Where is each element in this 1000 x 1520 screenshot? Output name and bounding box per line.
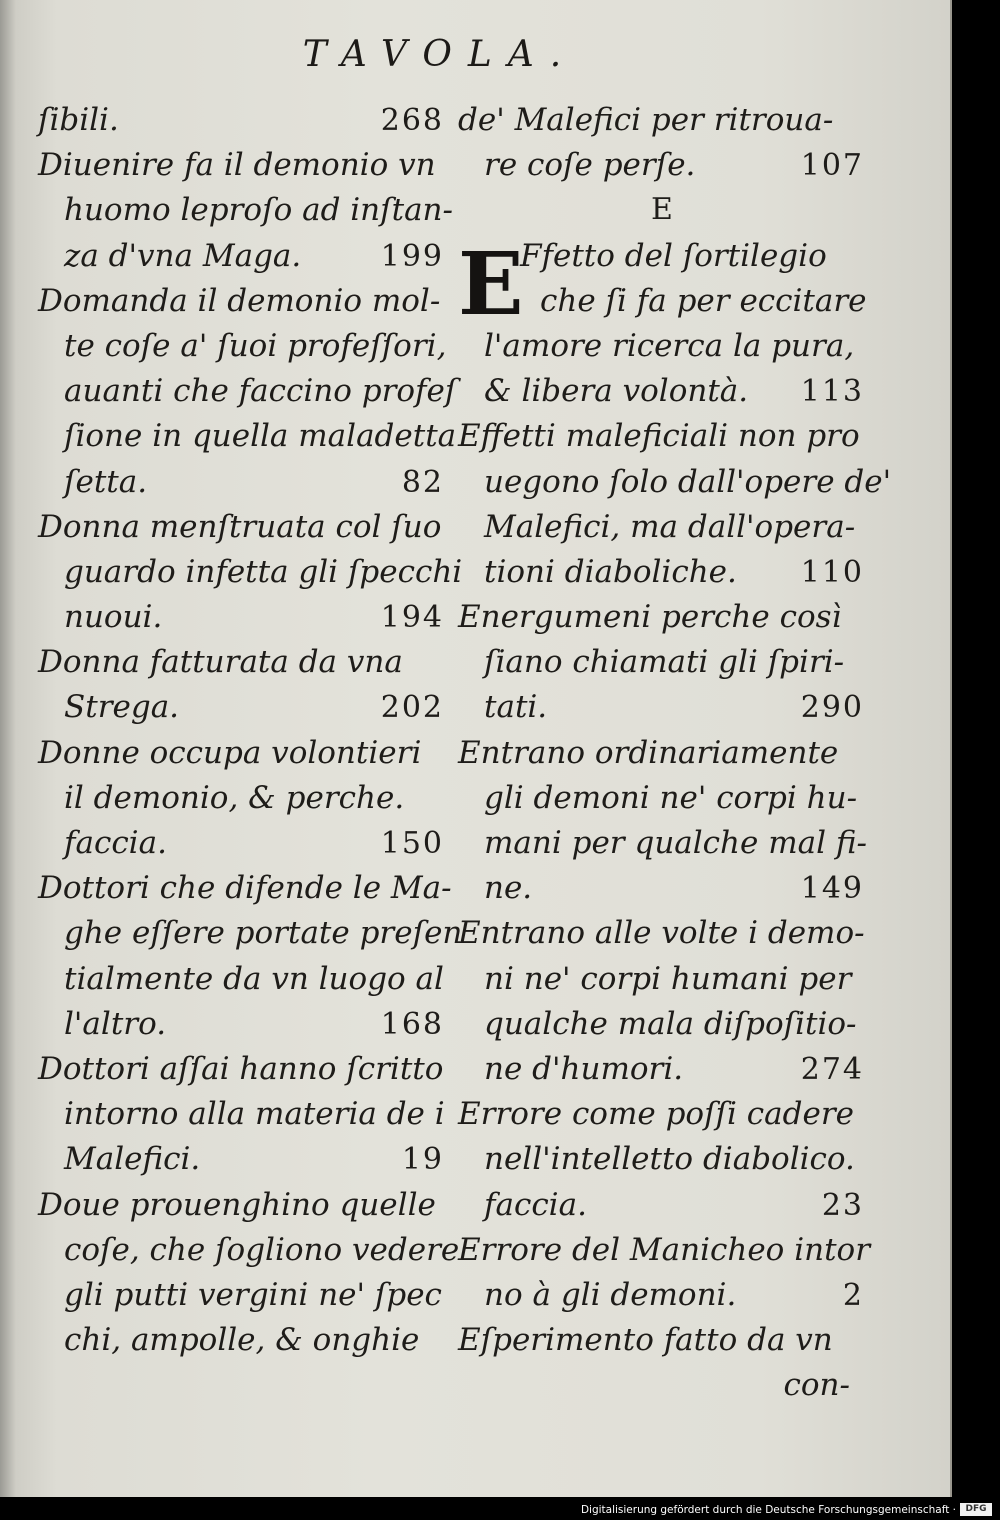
index-column-left xyxy=(38,102,463,1367)
entry-text: coſe, che ſogliono vedere xyxy=(64,1231,460,1268)
entry-text: Doue prouenghino quelle xyxy=(38,1186,436,1223)
entry-line xyxy=(458,1141,866,1186)
page-gutter-shadow xyxy=(0,0,16,1497)
catchword: con- xyxy=(783,1367,850,1404)
index-entry xyxy=(458,418,892,599)
entry-line xyxy=(38,689,446,734)
entry-text: Eſperimento fatto da vn xyxy=(458,1322,833,1359)
index-entry-continued xyxy=(38,102,446,147)
drop-cap-initial: E xyxy=(458,233,524,335)
entry-text: Entrano alle volte i demo- xyxy=(458,915,865,952)
entry-line xyxy=(458,328,866,373)
entry-text: Donna fatturata da vna xyxy=(38,644,403,681)
page-reference: 290 xyxy=(800,690,864,726)
entry-text: Diuenire fa il demonio vn xyxy=(38,147,436,184)
entry-line xyxy=(38,1096,446,1141)
entry-line xyxy=(458,1051,866,1096)
entry-text: l'altro. xyxy=(64,1005,167,1042)
page-reference: 23 xyxy=(821,1187,864,1223)
entry-text: za d'vna Maga. xyxy=(64,237,302,274)
entry-line xyxy=(458,961,866,1006)
entry-text: l'amore ricerca la pura, xyxy=(484,327,855,364)
entry-text: ſione in quella maladetta xyxy=(64,418,457,455)
entry-text: de' Malefici per ritroua- xyxy=(458,102,834,138)
entry-line xyxy=(458,1322,866,1367)
section-letter: E xyxy=(651,192,673,228)
entry-line xyxy=(38,553,463,599)
entry-line xyxy=(38,870,452,915)
page-reference: 149 xyxy=(800,871,864,907)
entry-text: huomo leproſo ad inſtan- xyxy=(64,192,453,229)
dfg-logo: DFG xyxy=(960,1503,992,1516)
page-reference: 268 xyxy=(380,103,444,138)
page-reference: 107 xyxy=(800,148,864,184)
page-reference: 110 xyxy=(800,554,864,590)
index-entry xyxy=(458,915,866,1096)
running-head: TAVOLA. xyxy=(302,34,578,75)
entry-line xyxy=(458,1096,866,1141)
entry-line xyxy=(458,1187,866,1232)
index-entry xyxy=(38,1186,460,1368)
index-entry xyxy=(458,1096,866,1232)
page-reference: 113 xyxy=(800,374,864,410)
page-reference: 150 xyxy=(380,826,444,861)
entry-line xyxy=(458,1231,871,1277)
entry-text: Errore come poſſi cadere xyxy=(458,1096,854,1133)
entry-text: ſibili. xyxy=(38,102,119,138)
entry-text: ni ne' corpi humani per xyxy=(484,960,852,997)
entry-line xyxy=(458,373,866,418)
entry-line xyxy=(38,1051,446,1096)
index-entry-with-dropcap xyxy=(458,233,867,419)
entry-line xyxy=(38,1006,446,1051)
entry-text: ſiano chiamati gli ſpiri- xyxy=(484,644,845,681)
entry-line xyxy=(38,1187,446,1232)
entry-text: Entrano ordinariamente xyxy=(458,734,839,771)
entry-line xyxy=(38,599,446,644)
entry-text: Dottori aſſai hanno ſcritto xyxy=(38,1050,444,1087)
page-reference: 82 xyxy=(401,464,444,500)
entry-text: te coſe a' ſuoi profeſſori, xyxy=(64,327,447,364)
digitization-footer xyxy=(0,1497,1000,1520)
entry-text: ne d'humori. xyxy=(484,1050,684,1087)
entry-line xyxy=(38,509,446,554)
entry-line xyxy=(458,780,866,825)
page-reference: 168 xyxy=(380,1006,444,1042)
entry-text: Dottori che difende le Ma- xyxy=(38,870,452,907)
entry-text: gli putti vergini ne' ſpec xyxy=(64,1276,442,1313)
page-reference: 194 xyxy=(380,600,444,636)
entry-text: re coſe perſe. xyxy=(484,147,696,184)
entry-line xyxy=(458,644,866,689)
entry-line xyxy=(458,509,866,554)
entry-line xyxy=(38,915,463,960)
index-entry xyxy=(458,599,866,735)
entry-text: Malefici, ma dall'opera- xyxy=(484,508,856,545)
entry-text: Donna menſtruata col ſuo xyxy=(38,508,442,545)
entry-text: Strega. xyxy=(64,689,180,726)
entry-line xyxy=(38,644,446,689)
entry-text: che ſi fa per eccitare xyxy=(540,282,867,319)
entry-text: tioni diaboliche. xyxy=(484,553,737,590)
page-reference: 199 xyxy=(380,238,444,274)
entry-line xyxy=(38,192,453,237)
index-column-right xyxy=(458,102,892,1412)
entry-text: faccia. xyxy=(484,1186,587,1223)
entry-line xyxy=(458,689,866,734)
index-entry xyxy=(458,1322,866,1367)
entry-text: auanti che faccino profeſ xyxy=(64,373,457,410)
entry-line xyxy=(458,463,892,509)
entry-line xyxy=(38,373,457,418)
entry-text: Donne occupa volontieri xyxy=(38,734,422,771)
entry-text: qualche mala diſpoſitio- xyxy=(484,1005,857,1042)
index-entry xyxy=(458,735,866,916)
entry-text: uegono ſolo dall'opere de' xyxy=(484,463,892,500)
entry-text: & libera volontà. xyxy=(484,373,749,410)
page-reference: 202 xyxy=(380,690,444,726)
entry-line xyxy=(38,1141,446,1186)
entry-text: Ffetto del ſortilegio xyxy=(520,237,827,274)
entry-text: faccia. xyxy=(64,825,167,861)
entry-line xyxy=(38,1231,460,1277)
entry-text: mani per qualche mal fi- xyxy=(484,825,868,861)
entry-text: chi, ampolle, & onghie xyxy=(64,1322,420,1359)
entry-line xyxy=(38,102,446,147)
entry-line xyxy=(38,283,446,328)
entry-text: Energumeni perche così xyxy=(458,599,842,636)
index-entry xyxy=(38,644,446,734)
entry-text: tialmente da vn luogo al xyxy=(64,960,444,997)
entry-line xyxy=(458,1006,866,1051)
entry-line xyxy=(38,735,446,780)
entry-text: intorno alla materia de i xyxy=(64,1096,445,1133)
entry-line xyxy=(458,102,866,147)
entry-text: Domanda il demonio mol- xyxy=(38,282,441,319)
entry-line xyxy=(38,464,446,509)
entry-text: ne. xyxy=(484,870,533,907)
entry-line xyxy=(458,147,866,192)
entry-line xyxy=(458,735,866,780)
entry-text: tati. xyxy=(484,689,548,726)
index-entry xyxy=(38,508,463,645)
entry-text: gli demoni ne' corpi hu- xyxy=(484,779,858,816)
entry-text: Errore del Manicheo intor xyxy=(458,1231,871,1268)
entry-text: nuoui. xyxy=(64,599,163,636)
entry-line xyxy=(458,825,866,870)
entry-text: ghe eſſere portate preſen xyxy=(64,915,463,952)
entry-text: Malefici. xyxy=(64,1141,201,1178)
entry-line xyxy=(38,147,446,192)
entry-line xyxy=(458,554,866,599)
entry-line xyxy=(458,1277,866,1322)
entry-line xyxy=(38,238,446,283)
entry-line xyxy=(38,1322,446,1367)
entry-text: nell'intelletto diabolico. xyxy=(484,1141,855,1178)
page-reference: 274 xyxy=(800,1051,864,1087)
entry-line xyxy=(38,961,446,1006)
page-reference: 19 xyxy=(401,1142,444,1178)
entry-line xyxy=(458,418,866,463)
entry-text: ſetta. xyxy=(64,463,148,500)
entry-line xyxy=(38,328,446,373)
index-entry xyxy=(38,870,463,1051)
index-entry xyxy=(458,1231,871,1322)
page-reference: 2 xyxy=(842,1277,864,1313)
index-entry xyxy=(38,282,457,509)
index-entry xyxy=(38,735,446,871)
entry-line xyxy=(38,1277,446,1322)
entry-line xyxy=(38,418,457,463)
entry-text: Effetti maleficiali non pro xyxy=(458,418,860,455)
entry-line xyxy=(458,915,866,960)
entry-line xyxy=(38,825,446,870)
index-entry xyxy=(38,147,453,283)
entry-text: guardo infetta gli ſpecchi xyxy=(64,553,463,590)
entry-text: no à gli demoni. xyxy=(484,1276,737,1313)
entry-line xyxy=(38,780,446,825)
entry-line xyxy=(458,599,866,644)
index-entry xyxy=(38,1051,446,1187)
index-entry-continued xyxy=(458,102,866,192)
entry-line xyxy=(458,870,866,915)
funding-credit: Digitalisierung gefördert durch die Deutsche Forschungsgemeinschaft · xyxy=(580,1504,956,1516)
entry-text: il demonio, & perche. xyxy=(64,779,405,816)
